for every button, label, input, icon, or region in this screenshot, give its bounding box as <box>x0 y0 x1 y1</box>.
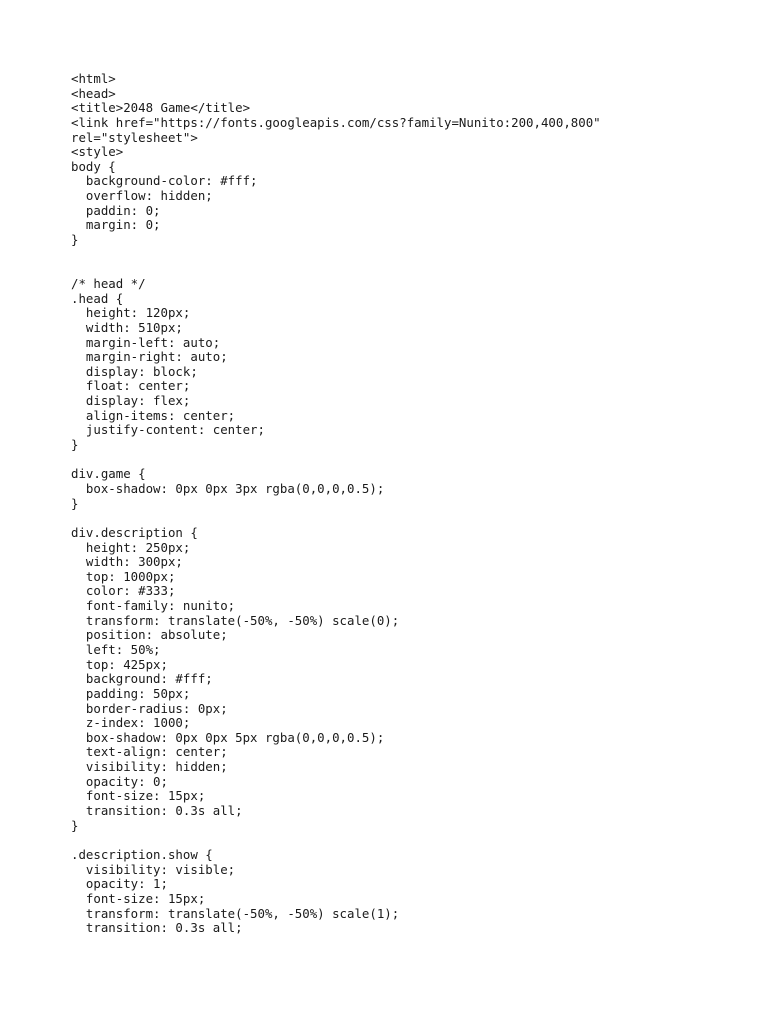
code-line: width: 300px; <box>71 554 183 570</box>
code-line: padding: 50px; <box>71 685 191 701</box>
code-line: border-radius: 0px; <box>71 700 228 716</box>
code-line: rel="stylesheet"> <box>71 129 198 145</box>
code-line: transform: translate(-50%, -50%) scale(0); <box>71 612 400 628</box>
code-line: top: 1000px; <box>71 568 176 584</box>
code-line <box>71 511 751 526</box>
code-listing <box>71 72 751 936</box>
code-line: .description.show { <box>71 846 213 862</box>
code-line: } <box>71 232 79 248</box>
code-line: transition: 0.3s all; <box>71 803 243 819</box>
code-line: box-shadow: 0px 0px 3px rgba(0,0,0,0.5); <box>71 480 385 496</box>
code-line <box>71 248 751 263</box>
code-line <box>71 453 751 468</box>
code-line: align-items: center; <box>71 407 236 423</box>
code-line: transition: 0.3s all; <box>71 920 243 936</box>
code-line: margin: 0; <box>71 217 161 233</box>
code-line: font-family: nunito; <box>71 598 236 614</box>
code-line: font-size: 15px; <box>71 788 206 804</box>
code-line: <style> <box>71 144 124 160</box>
code-line: } <box>71 437 79 453</box>
code-line: height: 250px; <box>71 539 191 555</box>
code-line: } <box>71 495 79 511</box>
code-line <box>71 833 751 848</box>
code-line: display: block; <box>71 363 198 379</box>
code-line: body { <box>71 158 116 174</box>
code-line: <html> <box>71 71 116 86</box>
code-line: position: absolute; <box>71 627 228 643</box>
code-line: display: flex; <box>71 393 191 409</box>
code-line: opacity: 1; <box>71 876 168 892</box>
code-line: paddin: 0; <box>71 202 161 218</box>
code-line: margin-right: auto; <box>71 349 228 365</box>
code-line: text-align: center; <box>71 744 228 760</box>
code-line: .head { <box>71 290 124 306</box>
code-line: div.description { <box>71 524 198 540</box>
code-line: transform: translate(-50%, -50%) scale(1); <box>71 905 400 921</box>
code-line: opacity: 0; <box>71 773 168 789</box>
code-line: top: 425px; <box>71 656 168 672</box>
code-line: height: 120px; <box>71 305 191 321</box>
code-line: color: #333; <box>71 583 176 599</box>
code-line <box>71 262 751 277</box>
code-line: z-index: 1000; <box>71 715 191 731</box>
code-line: /* head */ <box>71 275 146 291</box>
code-line: margin-left: auto; <box>71 334 221 350</box>
code-line: width: 510px; <box>71 319 183 335</box>
code-line: visibility: hidden; <box>71 759 228 775</box>
code-line: float: center; <box>71 378 191 394</box>
code-line: <head> <box>71 85 116 101</box>
code-line: visibility: visible; <box>71 861 236 877</box>
code-line: justify-content: center; <box>71 422 265 438</box>
code-line: left: 50%; <box>71 641 161 657</box>
code-line: overflow: hidden; <box>71 188 213 204</box>
code-line: font-size: 15px; <box>71 890 206 906</box>
code-line: background-color: #fff; <box>71 173 258 189</box>
code-line: div.game { <box>71 466 146 482</box>
code-line: } <box>71 817 79 833</box>
code-line: box-shadow: 0px 0px 5px rgba(0,0,0,0.5); <box>71 729 385 745</box>
code-line: <title>2048 Game</title> <box>71 100 251 116</box>
code-line: <link href="https://fonts.googleapis.com/css?family=Nunito:200,400,800" <box>71 114 601 130</box>
code-line: background: #fff; <box>71 671 213 687</box>
